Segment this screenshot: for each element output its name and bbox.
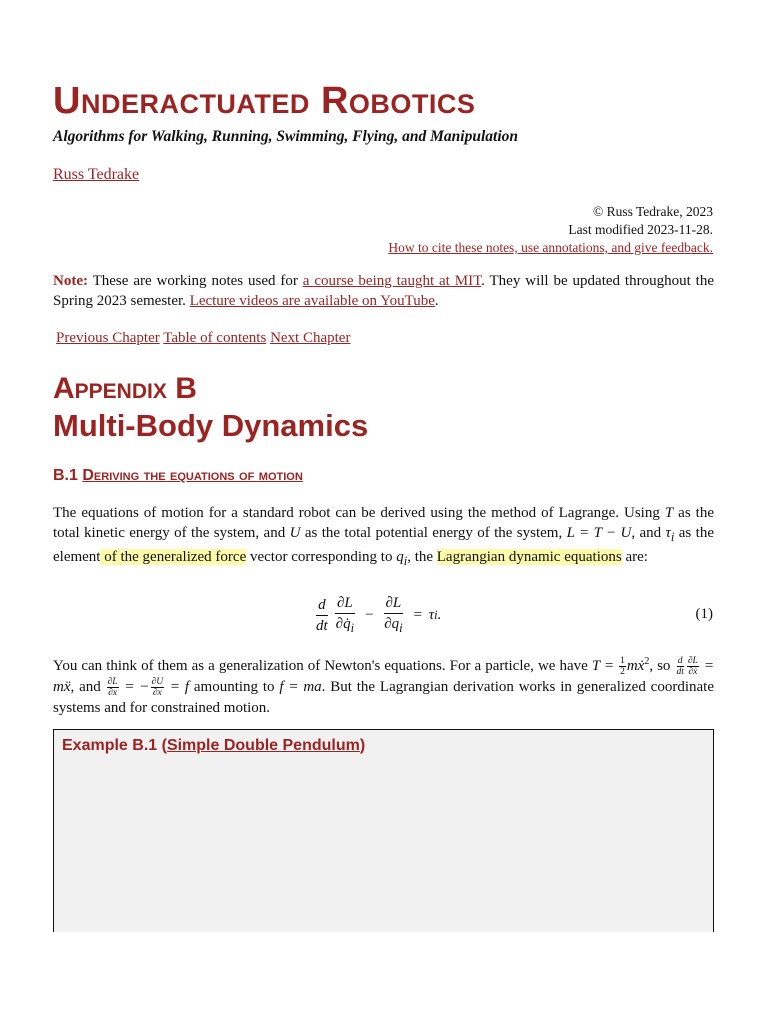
text: . But the Lagrangian derivation works in generalized coordinate systems and for constrained motion. <box>53 679 714 717</box>
lagrange-equation <box>312 594 441 637</box>
text: You can think of them as a generalization of Newton's equations. For a particle, we have <box>53 658 592 674</box>
minus-sign: − <box>364 607 375 623</box>
math-dq: ∂q <box>384 616 400 632</box>
numerator: 1 <box>620 656 625 667</box>
math-subscript: i <box>399 621 403 635</box>
math-q: q <box>396 548 404 565</box>
denominator: dt <box>676 667 684 678</box>
course-note <box>53 272 714 311</box>
chapter-navigation <box>56 330 711 350</box>
math-T-equals: T = <box>591 658 619 674</box>
text: , the <box>407 548 437 565</box>
math-T: T <box>664 505 674 521</box>
text: vector corresponding to <box>246 548 397 565</box>
fraction-dU-dx <box>151 677 165 698</box>
math-q-i <box>396 548 408 568</box>
math-equals-f: = f <box>165 679 190 696</box>
paragraph-lagrange <box>53 504 714 571</box>
paragraph-newton <box>53 652 714 719</box>
equation-number: (1) <box>695 606 713 622</box>
fraction-dL-dqdot <box>334 594 356 637</box>
example-link[interactable]: Simple Double Pendulum <box>166 737 360 754</box>
math-dqdot: ∂q̇ <box>335 616 351 632</box>
text: as the element <box>53 524 714 565</box>
note-text: These are working notes used for <box>87 273 303 289</box>
book-subtitle: Algorithms for Walking, Running, Swimming, Flying, and Manipulation <box>53 128 519 145</box>
book-title: Underactuated Robotics <box>53 80 476 122</box>
math-subscript: i <box>403 553 408 568</box>
appendix-label: Appendix B <box>53 372 197 405</box>
fraction-dL-dx <box>107 677 119 698</box>
course-link[interactable]: a course being taught at MIT <box>302 273 482 289</box>
text: The equations of motion for a standard robot can be derived using the method of Lagrange. Using <box>53 505 665 521</box>
denominator: ∂x <box>152 688 162 699</box>
equation-1 <box>0 592 768 640</box>
table-of-contents-link[interactable]: Table of contents <box>163 330 267 346</box>
denominator <box>334 614 356 637</box>
fraction-dL-dq <box>382 594 404 637</box>
next-chapter-link[interactable]: Next Chapter <box>270 330 351 346</box>
numerator: ∂L <box>335 594 355 614</box>
math-f-ma: f = ma <box>279 679 322 696</box>
example-title <box>62 737 365 755</box>
math-equals-m-xddot: = mẍ <box>53 658 714 696</box>
page-bottom-margin <box>0 932 768 1024</box>
numerator: ∂L <box>107 677 118 688</box>
period: . <box>437 607 442 623</box>
text: amounting to <box>189 679 280 696</box>
equals-sign: = <box>412 607 423 623</box>
copyright-text: © Russ Tedrake, 2023 <box>592 204 713 219</box>
appendix-title: Multi-Body Dynamics <box>53 408 369 443</box>
fraction-half <box>619 656 626 677</box>
fraction-d-dt <box>314 596 330 635</box>
previous-chapter-link[interactable]: Previous Chapter <box>56 330 160 346</box>
denominator: 2 <box>620 667 625 678</box>
highlight-annotation[interactable]: Lagrangian dynamic equations <box>436 548 622 565</box>
numerator: ∂U <box>151 677 164 688</box>
math-tau: τ <box>665 524 671 541</box>
text: , so <box>649 658 675 674</box>
math-L-definition: L = T − U <box>566 524 632 541</box>
youtube-videos-link[interactable]: Lecture videos are available on YouTube <box>189 292 435 309</box>
numerator: d <box>316 596 328 616</box>
fraction-d-dt <box>675 656 684 677</box>
numerator: ∂L <box>384 594 404 614</box>
text: as the total potential energy of the system, <box>300 524 567 541</box>
section-heading <box>53 467 303 485</box>
section-number: B.1 <box>53 467 78 484</box>
denominator <box>382 614 404 637</box>
math-U: U <box>289 524 301 541</box>
numerator: ∂L <box>687 656 698 667</box>
math-equals-minus: = − <box>119 679 150 696</box>
page-meta <box>388 203 713 257</box>
cite-link[interactable]: How to cite these notes, use annotations, and give feedback. <box>388 240 713 255</box>
example-close: ) <box>359 737 366 754</box>
fraction-dL-dxdot <box>687 656 699 677</box>
math-superscript: 2 <box>644 656 650 667</box>
math-tau: τ <box>428 607 435 623</box>
math-subscript: i <box>350 621 355 635</box>
example-label: Example B.1 ( <box>62 737 167 754</box>
text: , and <box>631 524 666 541</box>
denominator: dt <box>316 618 328 634</box>
math-subscript: i <box>434 608 438 622</box>
denominator: ∂x <box>108 688 118 699</box>
note-label: Note: <box>53 273 88 289</box>
math-m-xdot: mẋ <box>626 658 645 674</box>
text: , and <box>70 679 106 696</box>
highlight-annotation[interactable]: of the generalized force <box>100 548 247 565</box>
last-modified-text: Last modified 2023-11-28. <box>568 222 713 237</box>
note-text: . <box>434 292 439 309</box>
text: as the total kinetic energy of the system, and <box>53 505 714 541</box>
note-text: . They will be updated throughout the Spring 2023 semester. <box>53 273 714 309</box>
denominator: ∂ẋ <box>688 667 698 678</box>
section-title-link[interactable]: Deriving the equations of motion <box>82 467 303 484</box>
numerator: d <box>677 656 683 667</box>
author-link[interactable]: Russ Tedrake <box>53 166 140 183</box>
math-subscript: i <box>670 529 675 544</box>
text: are: <box>621 548 648 565</box>
